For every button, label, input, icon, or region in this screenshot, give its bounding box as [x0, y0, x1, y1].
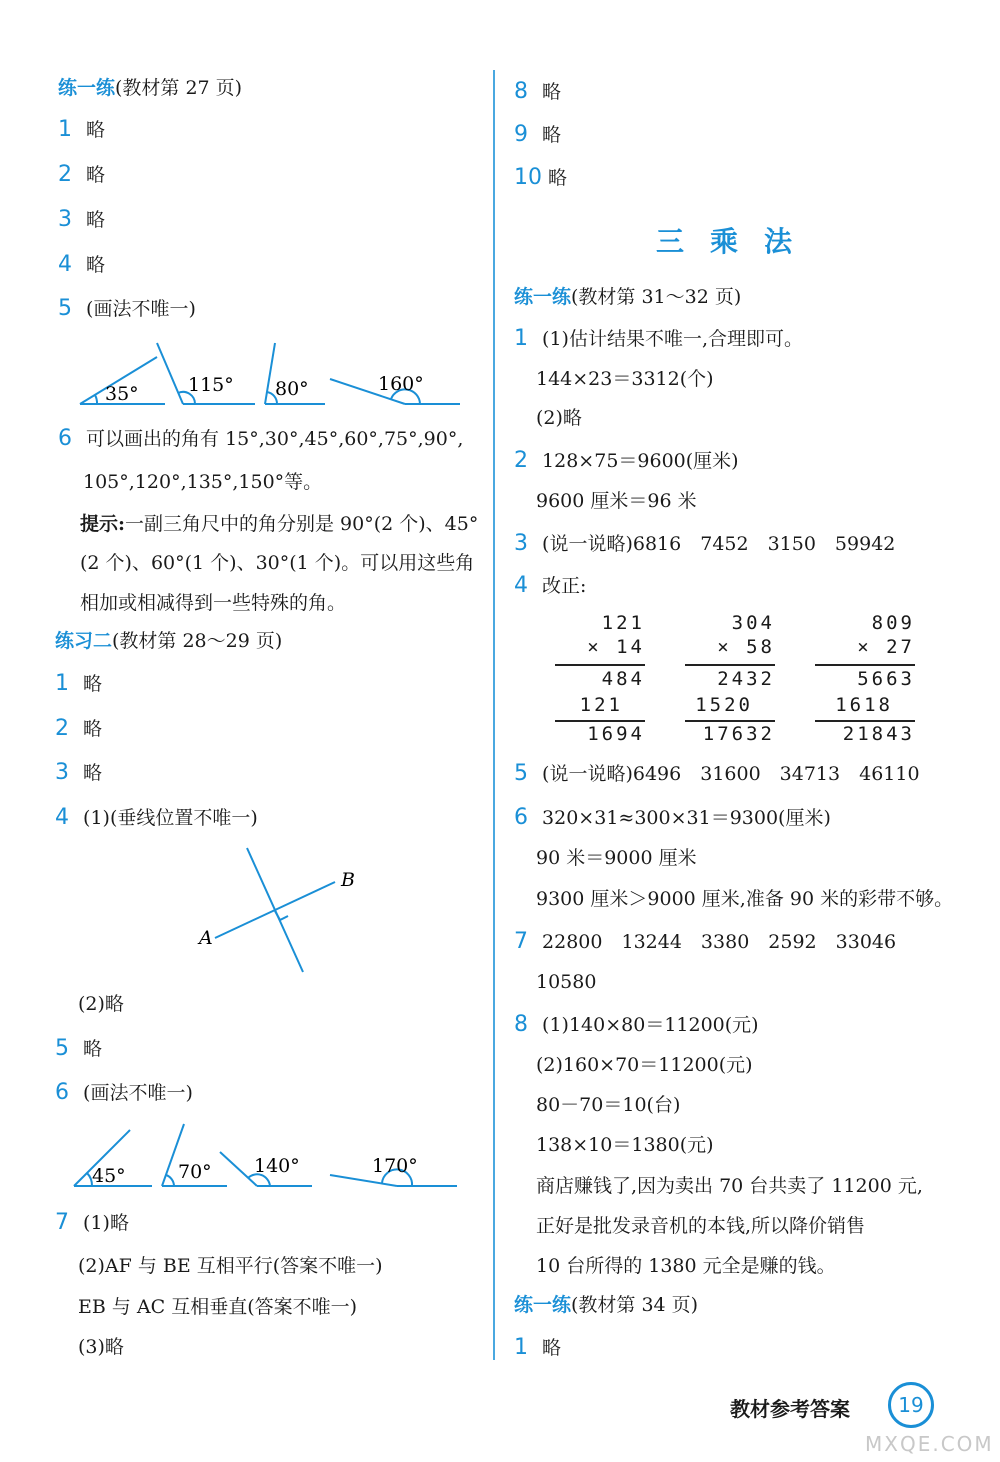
mult-item-8-line6: 正好是批发录音机的本钱,所以降价销售 [536, 1215, 866, 1237]
mult-item-6-line3: 9300 厘米＞9000 厘米,准备 90 米的彩带不够。 [536, 888, 954, 910]
item-5: 5 (画法不唯一) [58, 296, 196, 321]
mult-item-2-line2: 9600 厘米＝96 米 [536, 490, 697, 512]
ex2-item-1: 1 略 [55, 671, 103, 696]
angle-label: 170° [372, 1155, 418, 1177]
angle-label: 160° [378, 373, 424, 395]
tip-line3: 相加或相减得到一些特殊的角。 [80, 592, 347, 614]
mult-item-8-line5: 商店赚钱了,因为卖出 70 台共卖了 11200 元, [536, 1175, 923, 1197]
ex2-item-6: 6 (画法不唯一) [55, 1080, 193, 1105]
tip-line1: 提示:一副三角尺中的角分别是 90°(2 个)、45° [80, 513, 479, 535]
mult-item-1: 1 (1)估计结果不唯一,合理即可。 [514, 326, 804, 351]
column-divider [493, 70, 495, 1360]
mult-item-8: 8 (1)140×80＝11200(元) [514, 1012, 759, 1037]
mult-item-8-line4: 138×10＝1380(元) [536, 1134, 714, 1156]
point-A-label: A [199, 927, 213, 949]
ex2-item-7-part2: (2)AF 与 BE 互相平行(答案不唯一) [78, 1255, 383, 1277]
mult-item-6-line2: 90 米＝9000 厘米 [536, 847, 697, 869]
item-2: 2 略 [58, 162, 106, 187]
heading-lianxier: 练习二(教材第 28～29 页) [55, 630, 283, 652]
vertical-multiplication: 121 × 14 484 121 1694 [555, 612, 645, 752]
point-B-label: B [341, 869, 355, 891]
ex2-item-7-part2b: EB 与 AC 互相垂直(答案不唯一) [78, 1296, 358, 1318]
item-6: 6 可以画出的角有 15°,30°,45°,60°,75°,90°, [58, 426, 464, 451]
footer-label: 教材参考答案 [730, 1397, 850, 1421]
ex2-item-4-part2: (2)略 [78, 993, 124, 1015]
item-1: 1 略 [58, 117, 106, 142]
mult-item-8-line3: 80－70＝10(台) [536, 1094, 681, 1116]
page-number: 19 [888, 1382, 934, 1428]
item-6-line2: 105°,120°,135°,150°等。 [83, 471, 323, 493]
mult-item-8-line7: 10 台所得的 1380 元全是赚的钱。 [536, 1255, 836, 1277]
angle-label: 70° [178, 1161, 212, 1183]
ex2-item-2: 2 略 [55, 716, 103, 741]
ex2-item-7-part3: (3)略 [78, 1336, 124, 1358]
heading-lianyilian-34: 练一练(教材第 34 页) [514, 1294, 699, 1316]
angle-label: 80° [275, 378, 309, 400]
ex2-item-4: 4 (1)(垂线位置不唯一) [55, 805, 258, 830]
item-9: 9 略 [514, 122, 562, 147]
watermark: MXQE.COM [865, 1432, 994, 1456]
angle-figures-1 [75, 335, 495, 415]
item-4: 4 略 [58, 252, 106, 277]
vertical-multiplication: 304 × 58 2432 1520 17632 [685, 612, 775, 752]
mult-item-8-line2: (2)160×70＝11200(元) [536, 1054, 753, 1076]
mult-item-7-line2: 10580 [536, 971, 597, 993]
ex2-item-7: 7 (1)略 [55, 1210, 129, 1235]
mult-item-4: 4 改正: [514, 573, 587, 598]
mult-item-1-line3: (2)略 [536, 407, 582, 429]
mult-item-7: 7 22800 13244 3380 2592 33046 [514, 929, 897, 954]
angle-label: 45° [92, 1165, 126, 1187]
item-3: 3 略 [58, 207, 106, 232]
ex2-item-5: 5 略 [55, 1036, 103, 1061]
mult-item-5: 5 (说一说略)6496 31600 34713 46110 [514, 761, 920, 786]
perpendicular-figure [195, 840, 395, 980]
vertical-multiplication: 809 × 27 5663 1618 21843 [815, 612, 915, 752]
item-8: 8 略 [514, 79, 562, 104]
heading-lianyilian-27: 练一练(教材第 27 页) [58, 77, 243, 99]
item-1-p34: 1 略 [514, 1335, 562, 1360]
tip-line2: (2 个)、60°(1 个)、30°(1 个)。可以用这些角 [80, 552, 475, 574]
mult-item-6: 6 320×31≈300×31＝9300(厘米) [514, 805, 831, 830]
mult-item-2: 2 128×75＝9600(厘米) [514, 448, 739, 473]
section-title: 三乘法 [656, 225, 819, 258]
heading-lianyilian-31: 练一练(教材第 31～32 页) [514, 286, 742, 308]
angle-label: 35° [105, 383, 139, 405]
mult-item-3: 3 (说一说略)6816 7452 3150 59942 [514, 531, 896, 556]
mult-item-1-line2: 144×23＝3312(个) [536, 368, 714, 390]
item-10: 10 略 [514, 165, 568, 190]
angle-figures-2 [72, 1120, 492, 1200]
ex2-item-3: 3 略 [55, 760, 103, 785]
angle-label: 140° [254, 1155, 300, 1177]
angle-label: 115° [188, 374, 234, 396]
